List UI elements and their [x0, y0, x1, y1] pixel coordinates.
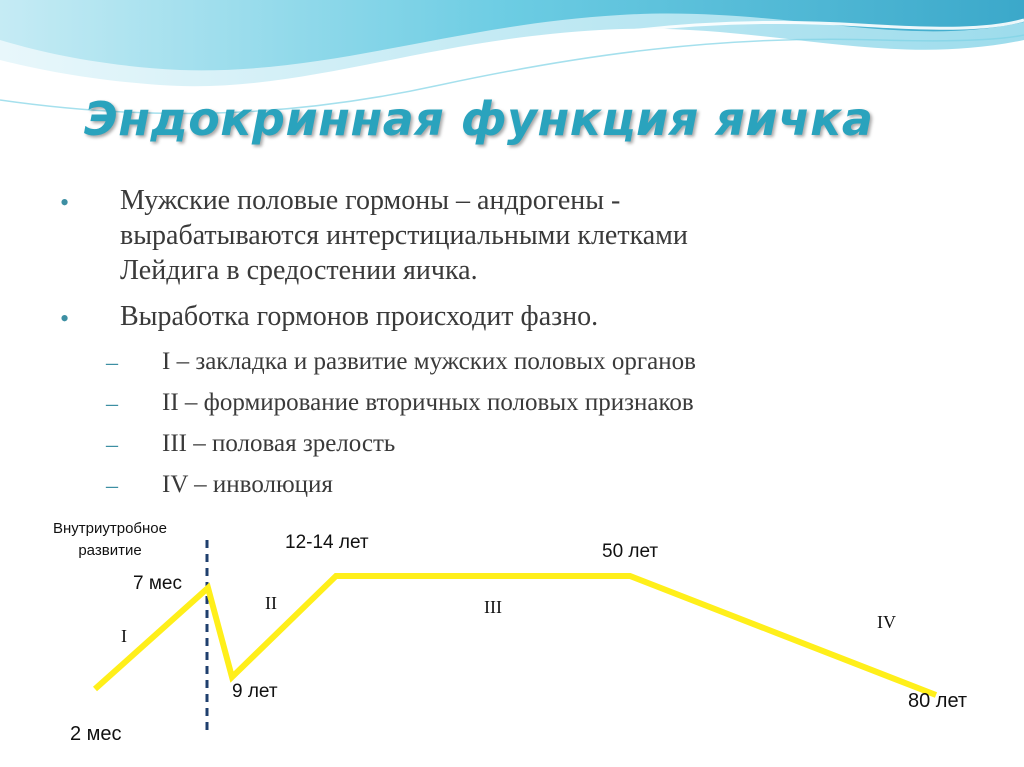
bullet-marker: • [60, 188, 70, 217]
chart-phase-label: IV [877, 612, 896, 632]
chart-phase-label: I [121, 626, 127, 646]
chart-point-label: 80 лет [908, 690, 968, 712]
chart-series-line [95, 576, 936, 695]
chart-point-label: 9 лет [232, 681, 278, 702]
bullet-1-line-3: Лейдига в средостении яичка. [120, 255, 478, 286]
slide-title: Эндокринная функция яичка [84, 92, 874, 146]
bullet-marker: • [60, 304, 70, 333]
dash-marker: – [106, 350, 118, 376]
divider-label-text: Внутриутробное развитие [53, 520, 167, 559]
chart-point-label: 12-14 лет [285, 532, 369, 553]
bullet-1-line-2: вырабатываются интерстициальными клетками [120, 220, 688, 251]
dash-marker: – [106, 432, 118, 458]
chart-point-label: 50 лет [602, 541, 659, 562]
bullet-2-line-1: Выработка гормонов происходит фазно. [120, 301, 599, 332]
chart-point-label: 2 мес [70, 723, 122, 745]
sub-bullet-1: I – закладка и развитие мужских половых органов [162, 348, 696, 375]
dash-marker: – [106, 473, 118, 499]
sub-bullet-4: IV – инволюция [162, 471, 333, 498]
sub-bullet-2: II – формирование вторичных половых признаков [162, 389, 694, 416]
dash-marker: – [106, 391, 118, 417]
bullet-1-line-1: Мужские половые гормоны – андрогены - [120, 185, 621, 216]
sub-bullet-3: III – половая зрелость [162, 430, 396, 457]
chart-point-label: 7 мес [133, 573, 182, 594]
chart-phase-label: II [265, 593, 277, 613]
chart-phase-label: III [484, 597, 502, 617]
chart-divider-label [28, 518, 192, 562]
